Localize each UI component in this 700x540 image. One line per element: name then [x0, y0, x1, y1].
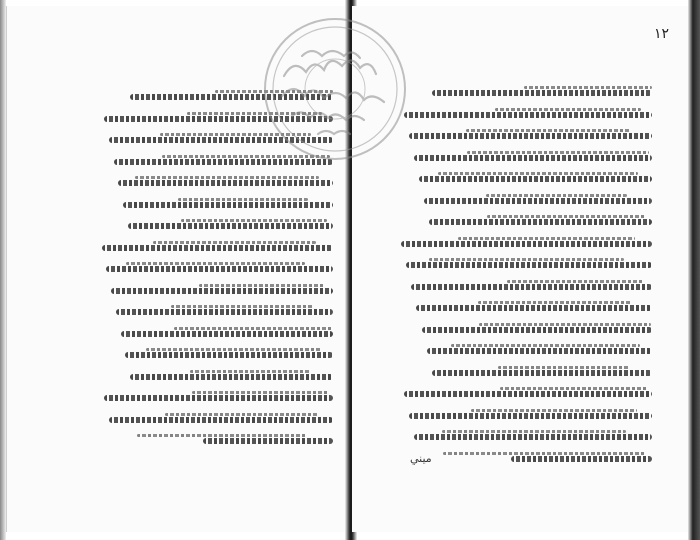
manuscript-line — [396, 168, 652, 190]
manuscript-line — [97, 430, 333, 452]
manuscript-line — [97, 172, 333, 194]
manuscript-line — [396, 383, 652, 405]
folio-number: ١٢ — [654, 26, 670, 42]
manuscript-line — [97, 344, 333, 366]
manuscript-line — [396, 319, 652, 341]
manuscript-line — [97, 280, 333, 302]
manuscript-line — [97, 258, 333, 280]
manuscript-line — [396, 147, 652, 169]
right-edge-shadow — [688, 0, 700, 540]
manuscript-line — [396, 340, 652, 362]
manuscript-line — [97, 194, 333, 216]
manuscript-line — [97, 237, 333, 259]
manuscript-line — [97, 215, 333, 237]
manuscript-line — [396, 211, 652, 233]
manuscript-line — [396, 405, 652, 427]
manuscript-line — [396, 276, 652, 298]
manuscript-line — [396, 82, 652, 104]
manuscript-line — [396, 125, 652, 147]
manuscript-line — [396, 448, 652, 470]
catchword: ميني — [410, 452, 432, 465]
manuscript-line — [396, 362, 652, 384]
right-page-text — [396, 82, 652, 462]
manuscript-line — [396, 190, 652, 212]
manuscript-line — [396, 254, 652, 276]
manuscript-line — [97, 409, 333, 431]
manuscript-line — [97, 323, 333, 345]
manuscript-line — [396, 233, 652, 255]
manuscript-line — [97, 387, 333, 409]
manuscript-line — [396, 426, 652, 448]
manuscript-line — [97, 301, 333, 323]
manuscript-line — [97, 366, 333, 388]
library-seal-stamp — [262, 16, 408, 162]
manuscript-line — [396, 297, 652, 319]
manuscript-line — [396, 104, 652, 126]
